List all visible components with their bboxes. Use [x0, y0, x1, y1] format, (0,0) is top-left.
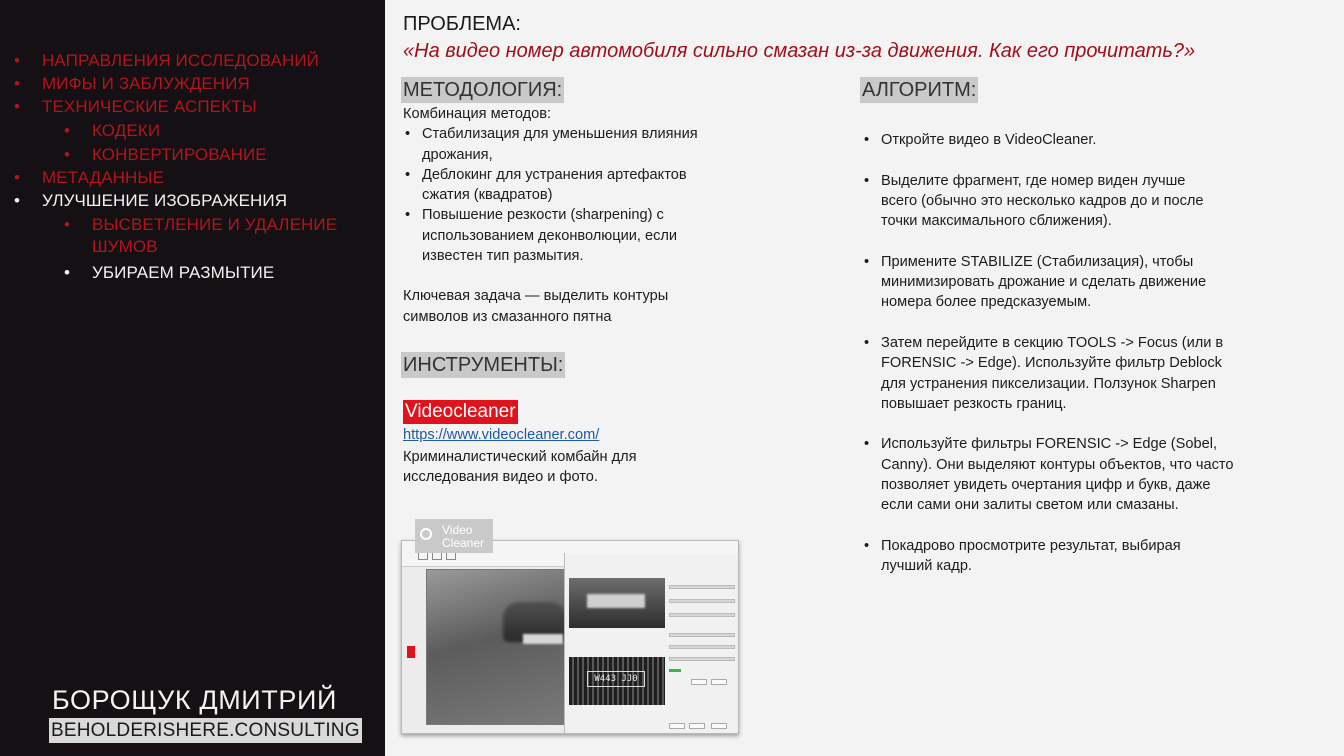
problem-label: ПРОБЛЕМА:	[403, 13, 521, 35]
nav-item-codecs[interactable]: • КОДЕКИ	[64, 121, 161, 140]
methodology-heading: МЕТОДОЛОГИЯ:	[403, 79, 563, 101]
nav-item-image-enhancement[interactable]: • УЛУЧШЕНИЕ ИЗОБРАЖЕНИЯ	[14, 191, 288, 210]
nav-item-converting[interactable]: • КОНВЕРТИРОВАНИЕ	[64, 145, 267, 164]
nav-item-label: ТЕХНИЧЕСКИЕ АСПЕКТЫ	[42, 97, 257, 116]
result-preview	[569, 657, 665, 705]
algorithm-step: • Используйте фильтры FORENSIC -> Edge (Sobel, Canny). Они выделяют контуры объектов, что часто позволяет увидеть очертания цифр и букв, даже если сами они залиты светом или смазаны.	[862, 434, 1240, 515]
videocleaner-link[interactable]: https://www.videocleaner.com/	[403, 427, 600, 443]
key-task: Ключевая задача — выделить контуры символов из смазанного пятна	[403, 288, 669, 325]
filter-panel	[564, 553, 739, 734]
red-marker	[407, 646, 415, 658]
video-frame	[426, 569, 566, 725]
videocleaner-description: Криминалистический комбайн для исследования видео и фото.	[403, 449, 637, 486]
nav-item-label: НАПРАВЛЕНИЯ ИССЛЕДОВАНИЙ	[42, 51, 319, 70]
methodology-list	[403, 124, 743, 266]
nav-item-metadata[interactable]: • МЕТАДАННЫЕ	[14, 168, 165, 187]
nav-item-label: КОНВЕРТИРОВАНИЕ	[92, 145, 267, 164]
videocleaner-logo-icon	[420, 528, 432, 540]
algorithm-step: • Покадрово просмотрите результат, выбирая лучший кадр.	[862, 536, 1220, 577]
nav-item-label-line2: ШУМОВ	[92, 237, 158, 256]
videocleaner-screenshot	[401, 540, 739, 734]
nav-item-technical-aspects[interactable]: • ТЕХНИЧЕСКИЕ АСПЕКТЫ	[14, 97, 257, 116]
list-item: • Повышение резкости (sharpening) с использованием деконволюции, если известен тип размытия.	[403, 205, 721, 266]
videocleaner-logo: Video Cleaner	[415, 519, 493, 553]
algorithm-step: • Примените STABILIZE (Стабилизация), чтобы минимизировать дрожание и сделать движение номера более предсказуемым.	[862, 252, 1220, 313]
author-name: БОРОЩУК ДМИТРИЙ	[52, 685, 338, 715]
sidebar	[0, 0, 385, 756]
list-item: • Деблокинг для устранения артефактов сжатия (квадратов)	[403, 165, 721, 206]
nav-item-research-directions[interactable]: • НАПРАВЛЕНИЯ ИССЛЕДОВАНИЙ	[14, 51, 319, 70]
nav-item-label: МИФЫ И ЗАБЛУЖДЕНИЯ	[42, 74, 250, 93]
original-preview	[569, 578, 665, 628]
tools-heading: ИНСТРУМЕНТЫ:	[403, 354, 564, 376]
algorithm-step: • Затем перейдите в секцию TOOLS -> Focus (или в FORENSIC -> Edge). Используйте фильтр Deblock для устранения пикселизации. Ползунок Sharpen повышает резкость границ.	[862, 333, 1237, 414]
nav-item-label: УБИРАЕМ РАЗМЫТИЕ	[92, 263, 275, 282]
list-item: • Стабилизация для уменьшения влияния дрожания,	[403, 124, 721, 165]
nav-item-deblur[interactable]: • УБИРАЕМ РАЗМЫТИЕ	[64, 263, 275, 282]
plate-text: W443 JJ0	[587, 671, 645, 687]
videocleaner-title: Videocleaner	[405, 401, 516, 422]
nav-item-label: МЕТАДАННЫЕ	[42, 168, 165, 187]
methodology-block	[403, 104, 743, 327]
nav-item-label: ВЫСВЕТЛЕНИЕ И УДАЛЕНИЕ	[92, 215, 338, 234]
nav-item-myths[interactable]: • МИФЫ И ЗАБЛУЖДЕНИЯ	[14, 74, 250, 93]
algorithm-steps	[862, 130, 1242, 597]
nav-item-brightening-denoise[interactable]: • ВЫСВЕТЛЕНИЕ И УДАЛЕНИЕ ШУМОВ	[64, 215, 338, 256]
website-label: BEHOLDERISHERE.CONSULTING	[51, 720, 360, 741]
nav-item-label: КОДЕКИ	[92, 121, 161, 140]
problem-text: «На видео номер автомобиля сильно смазан из-за движения. Как его прочитать?»	[403, 40, 1196, 62]
algorithm-step: • Откройте видео в VideoCleaner.	[862, 130, 1242, 150]
methodology-intro: Комбинация методов:	[403, 106, 552, 122]
blurred-plate	[523, 634, 563, 644]
algorithm-step: • Выделите фрагмент, где номер виден лучше всего (обычно это несколько кадров до и после точки максимального сближения).	[862, 171, 1220, 232]
algorithm-heading: АЛГОРИТМ:	[862, 79, 977, 101]
nav-item-label: УЛУЧШЕНИЕ ИЗОБРАЖЕНИЯ	[42, 191, 288, 210]
slide-content	[385, 0, 1344, 756]
